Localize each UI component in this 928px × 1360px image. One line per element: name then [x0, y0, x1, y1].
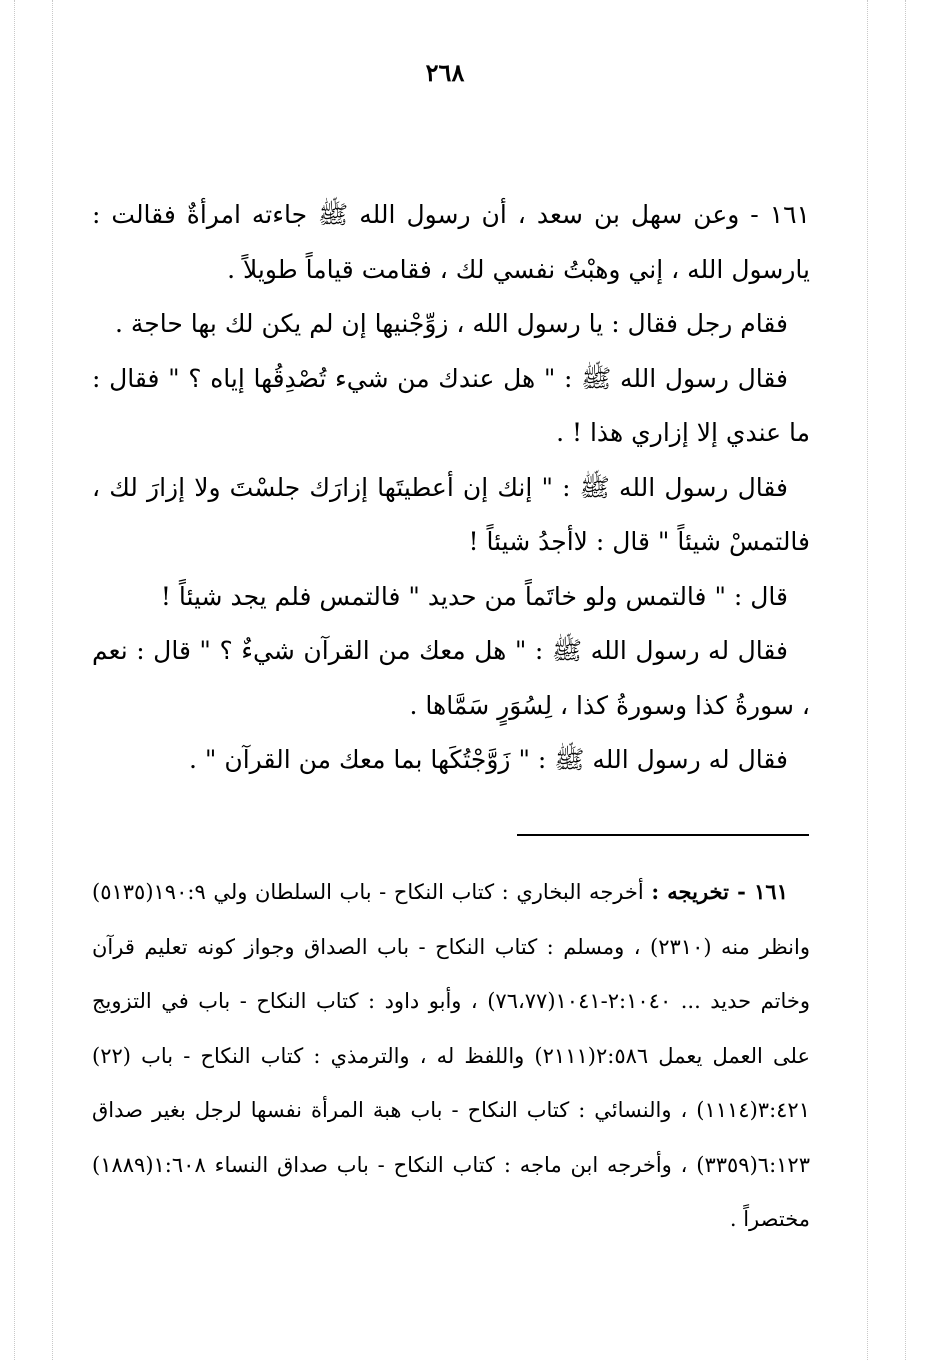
footnote	[92, 865, 810, 1247]
hadith-text	[92, 188, 810, 788]
hadith-paragraph: فقال له رسول الله ﷺ : " هل معك من القرآن شيءٌ ؟ " قال : نعم ، سورةُ كذا وسورةُ كذا ، لِسُوَرٍ سَمَّاها .	[92, 636, 810, 720]
footnote-label: ١٦١ - تخريجه :	[651, 879, 788, 904]
hadith-paragraph: فقال رسول الله ﷺ : " هل عندك من شيء تُصْدِقُها إياه ؟ " فقال : ما عندي إلا إزاري هذا ! .	[92, 363, 810, 447]
footnote-text: أخرجه البخاري : كتاب النكاح - باب السلطان ولي ١٩٠:٩(٥١٣٥) وانظر منه (٢٣١٠) ، ومسلم : كتاب النكاح - باب الصداق وجواز كونه تعليم قرآن وخاتم حديد ... ٢:١٠٤٠-١٠٤١(٧٦،٧٧) ، وأبو داود : كتاب النكاح - باب في التزويج على العمل يعمل ٢:٥٨٦(٢١١١) واللفظ له ، والترمذي : كتاب النكاح - باب (٢٢) ٣:٤٢١(١١١٤) ، والنسائي : كتاب النكاح - باب هبة المرأة نفسها لرجل بغير صداق ٦:١٢٣(٣٣٥٩) ، وأخرجه ابن ماجه : كتاب النكاح - باب صداق النساء ١:٦٠٨(١٨٨٩) مختصراً .	[92, 880, 811, 1231]
hadith-paragraph: فقام رجل فقال : يا رسول الله ، زوِّجْنيها إن لم يكن لك بها حاجة .	[115, 309, 788, 338]
scan-dot-line	[52, 0, 53, 1360]
scan-dot-line	[867, 0, 868, 1360]
hadith-paragraph: ١٦١ - وعن سهل بن سعد ، أن رسول الله ﷺ جاءته امرأةٌ فقالت : يارسول الله ، إني وهبْتُ نفسي لك ، فقامت قياماً طويلاً .	[92, 200, 810, 284]
page-number: ٢٦٨	[425, 58, 465, 87]
scan-dot-line	[905, 0, 906, 1360]
footnote-paragraph	[92, 865, 810, 1247]
footnote-separator	[517, 834, 809, 836]
scan-dot-line	[14, 0, 15, 1360]
hadith-paragraph: قال : " فالتمس ولو خاتَماً من حديد " فالتمس فلم يجد شيئاً !	[160, 581, 788, 611]
hadith-paragraph: فقال له رسول الله ﷺ : " زَوَّجْتُكَها بما معك من القرآن " .	[189, 745, 788, 774]
hadith-paragraph: فقال رسول الله ﷺ : " إنك إن أعطيتَها إزارَك جلسْتَ ولا إزارَ لك ، فالتمسْ شيئاً " قال : لاأجدُ شيئاً !	[92, 472, 810, 556]
